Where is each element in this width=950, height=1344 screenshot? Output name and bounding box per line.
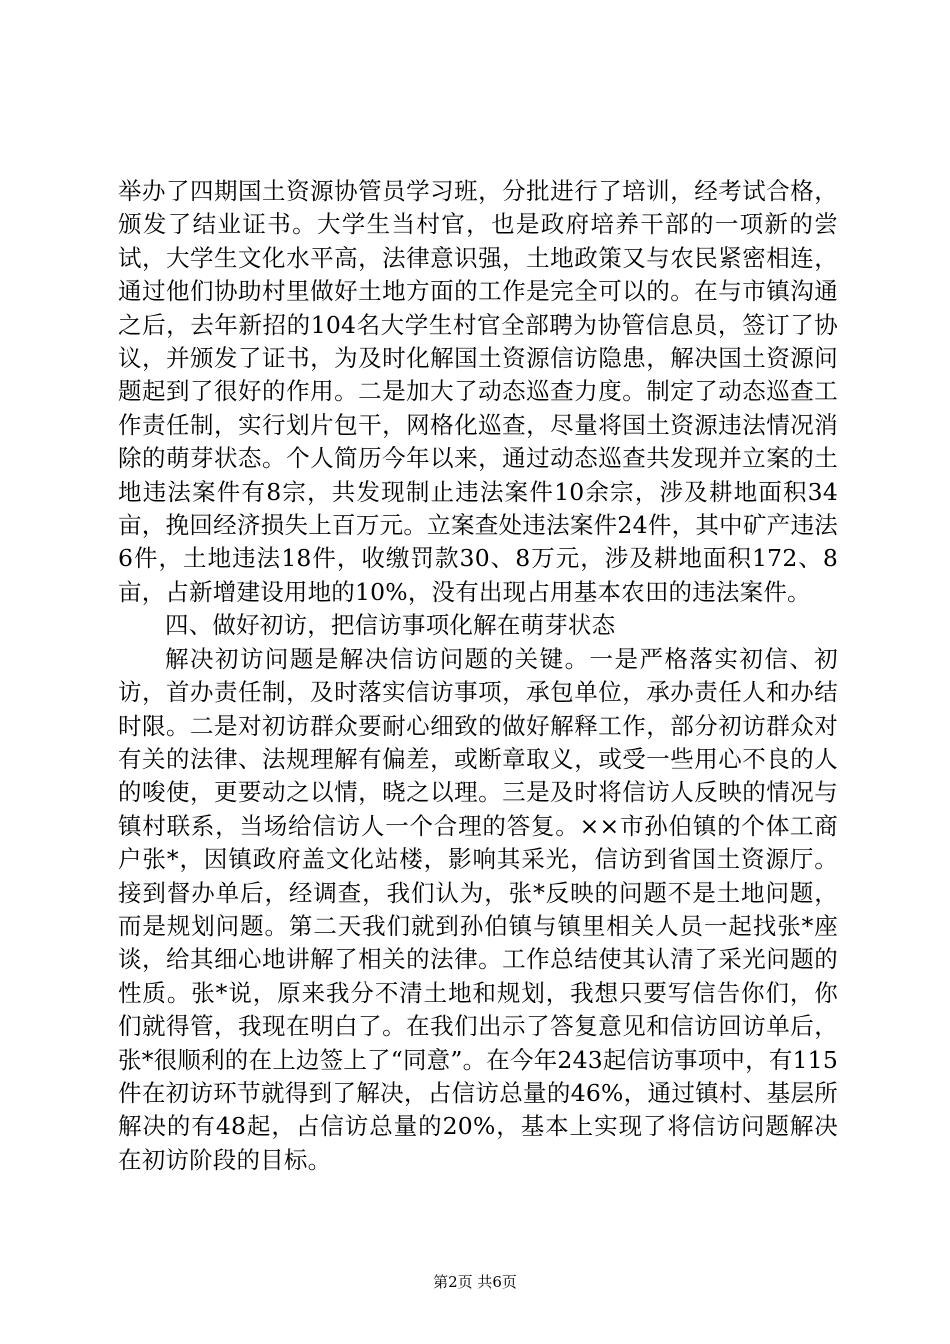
paragraph-initial-visits: 解决初访问题是解决信访问题的关键。一是严格落实初信、初访，首办责任制，及时落实信访事项，承包单位，承办责任人和办结时限。二是对初访群众要耐心细致的做好解释工作，部分初访群众对有关的法律、法规理解有偏差，或断章取义，或受一些用心不良的人的唆使，更要动之以情，晓之以理。三是及时将信访人反映的情况与镇村联系，当场给信访人一个合理的答复。××市孙伯镇的个体工商户张*，因镇政府盖文化站楼，影响其采光，信访到省国土资源厅。接到督办单后，经调查，我们认为，张*反映的问题不是土地问题，而是规划问题。第二天我们就到孙伯镇与镇里相关人员一起找张*座谈，给其细心地讲解了相关的法律。工作总结使其认清了采光问题的性质。张*说，原来我分不清土地和规划，我想只要写信告你们，你们就得管，我现在明白了。在我们出示了答复意见和信访回访单后，张*很顺利的在上边签上了“同意”。在今年243起信访事项中，有115件在初访环节就得到了解决，占信访总量的46%，通过镇村、基层所解决的有48起，占信访总量的20%，基本上实现了将信访问题解决在初访阶段的目标。 — [118, 644, 838, 1174]
section-heading: 四、做好初访，把信访事项化解在萌芽状态 — [165, 611, 616, 640]
document-body — [118, 175, 838, 1177]
page-footer: 第2页 共6页 — [433, 1273, 517, 1291]
paragraph-continuation: 举办了四期国土资源协管员学习班，分批进行了培训，经考试合格，颁发了结业证书。大学生当村官，也是政府培养干部的一项新的尝试，大学生文化水平高，法律意识强，土地政策又与农民紧密相连，通过他们协助村里做好土地方面的工作是完全可以的。在与市镇沟通之后，去年新招的104名大学生村官全部聘为协管信息员，签订了协议，并颁发了证书，为及时化解国土资源信访隐患，解决国土资源问题起到了很好的作用。二是加大了动态巡查力度。制定了动态巡查工作责任制，实行划片包干，网格化巡查，尽量将国土资源违法情况消除的萌芽状态。个人简历今年以来，通过动态巡查共发现并立案的土地违法案件有8宗，共发现制止违法案件10余宗，涉及耕地面积34亩，挽回经济损失上百万元。立案查处违法案件24件，其中矿产违法6件，土地违法18件，收缴罚款30、8万元，涉及耕地面积172、8亩，占新增建设用地的10%，没有出现占用基本农田的违法案件。 — [118, 177, 838, 606]
